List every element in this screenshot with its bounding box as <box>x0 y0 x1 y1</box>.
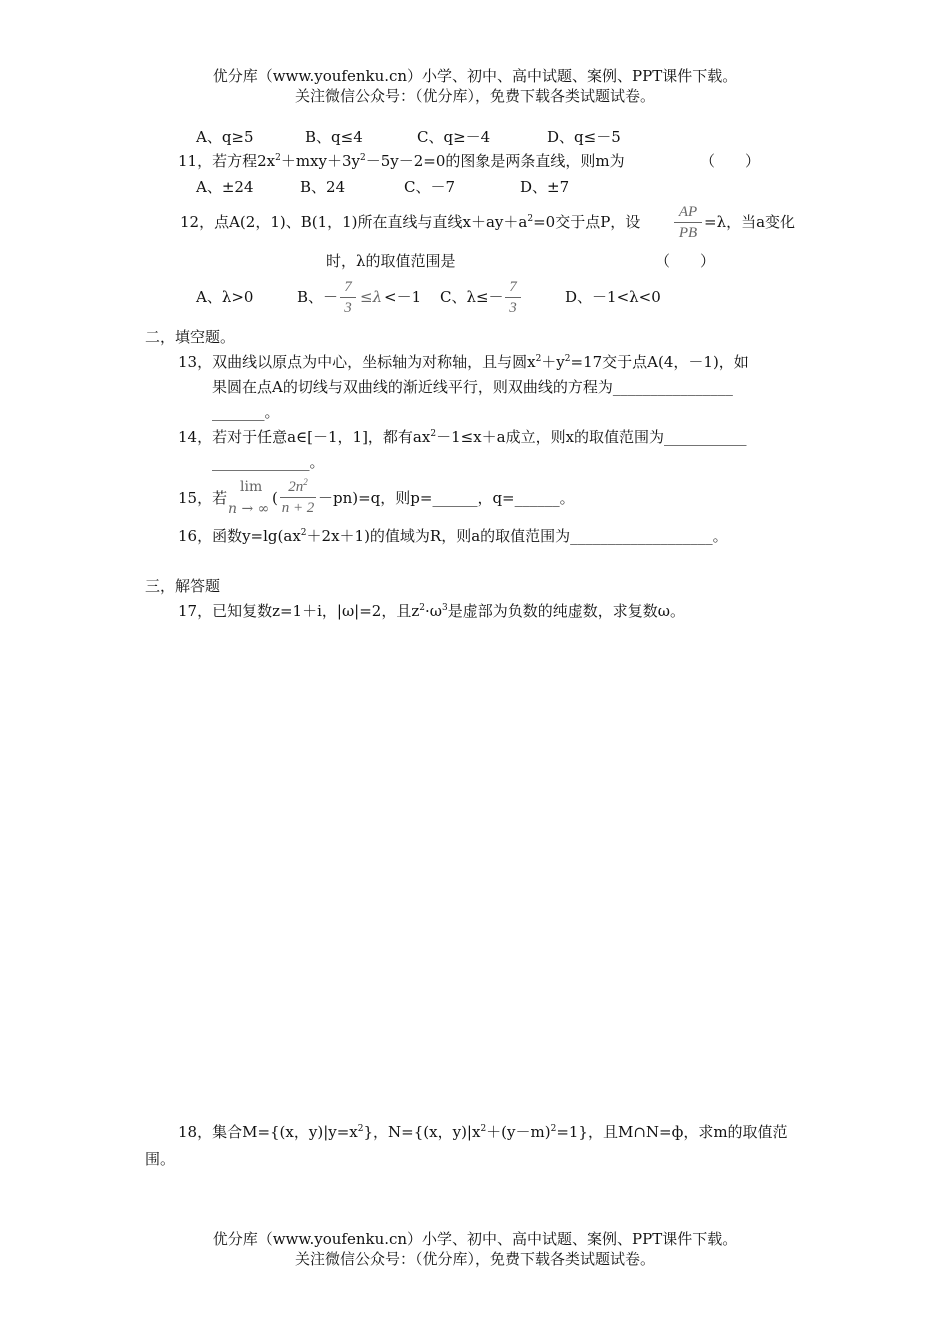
q10-option-c: C、q≥－4 <box>417 128 491 146</box>
q12-option-b-prefix: B、－ <box>297 288 339 306</box>
footer-line-1: 优分库（www.youfenku.cn）小学、初中、高中试题、案例、PPT课件下载。 <box>212 1230 738 1248</box>
q12-option-c-prefix: C、λ≤－ <box>440 288 504 306</box>
q11-answer-paren: （ ） <box>700 152 761 170</box>
q14-line-2: _____________。 <box>212 453 325 471</box>
q14-line-1: 14，若对于任意a∈[－1，1]，都有$ax^2-1\le x+a$成立，则x的取值范围为___________ <box>178 428 747 446</box>
q13-line-2: 果圆在点A的切线与双曲线的渐近线平行，则双曲线的方程为________________ <box>212 378 733 396</box>
q15-lim-subscript: n → ∞ <box>228 501 270 517</box>
q11-option-b: B、24 <box>300 178 346 196</box>
q11-question: 11，若方程$2x^2+mxy+3y^2-5y-2=0$的图象是两条直线，则m为 <box>178 152 625 170</box>
section-3-title: 三，解答题 <box>145 577 221 595</box>
q12-option-b-end: <－1 <box>384 288 422 306</box>
header-line-2: 关注微信公众号：（优分库），免费下载各类试题试卷。 <box>294 87 655 105</box>
q12-frac-num: AP <box>678 204 698 220</box>
q11-option-d: D、±7 <box>520 178 570 196</box>
q12-question-part2: =λ，当a变化 <box>704 213 796 231</box>
q13-line-1: 13，双曲线以原点为中心，坐标轴为对称轴，且与圆$x^2+y^2=17$交于点A(4，－1)，如 <box>178 353 749 371</box>
header-line-1: 优分库（www.youfenku.cn）小学、初中、高中试题、案例、PPT课件下载。 <box>212 67 738 85</box>
q18-line-2: 围。 <box>145 1150 176 1168</box>
q12-option-c-fraction: 7 3 <box>505 278 521 317</box>
q18-line-1: 18，集合M={(x，$y)|y=x^2$}，N={(x，$y)|x^2+(y-m)^2=1$}，且M∩N=ф，求m的取值范 <box>178 1123 788 1141</box>
q10-option-a: A、q≥5 <box>196 128 254 146</box>
q12-answer-paren: （ ） <box>655 252 716 270</box>
q13-line-3: _______。 <box>212 403 280 421</box>
q12-option-d: D、－1<λ<0 <box>565 288 661 306</box>
q15-paren-open: ( <box>272 489 278 507</box>
q11-option-a: A、±24 <box>196 178 254 196</box>
q11-option-c: C、－7 <box>404 178 456 196</box>
q10-option-d: D、q≤－5 <box>547 128 621 146</box>
footer-line-2: 关注微信公众号：（优分库），免费下载各类试题试卷。 <box>294 1250 655 1268</box>
q12-frac-den: PB <box>678 225 698 241</box>
q15-fraction: $2n^2$ n + 2 <box>281 477 315 516</box>
q12-option-b-lambda: ≤λ <box>360 288 383 306</box>
q12-question-part1: 12，点A(2，1)、B(1，1)所在直线与直线$x+ay+a^2=0$交于点P，设 <box>180 213 641 231</box>
q16-question: 16，函数$y=\lg(ax^2+2x+1)$的值域为R，则a的取值范围为___________________。 <box>178 527 728 545</box>
q12-option-a: A、λ>0 <box>196 288 254 306</box>
q15-lim: lim <box>240 479 263 495</box>
q15-rest: －pn)=q，则p=______，q=______。 <box>318 489 575 507</box>
q12-option-b-fraction: 7 3 <box>340 278 356 317</box>
q17-question: 17，已知复数z=1＋i，|ω|=2，且$z^2\cdot\omega^3$是虚部为负数的纯虚数，求复数ω。 <box>178 602 685 620</box>
q12-question-line2: 时，λ的取值范围是 <box>326 252 456 270</box>
q10-option-b: B、q≤4 <box>305 128 363 146</box>
q15-prefix: 15，若 <box>178 489 228 507</box>
q12-fraction-ap-pb <box>674 203 702 242</box>
section-2-title: 二，填空题。 <box>145 328 236 346</box>
